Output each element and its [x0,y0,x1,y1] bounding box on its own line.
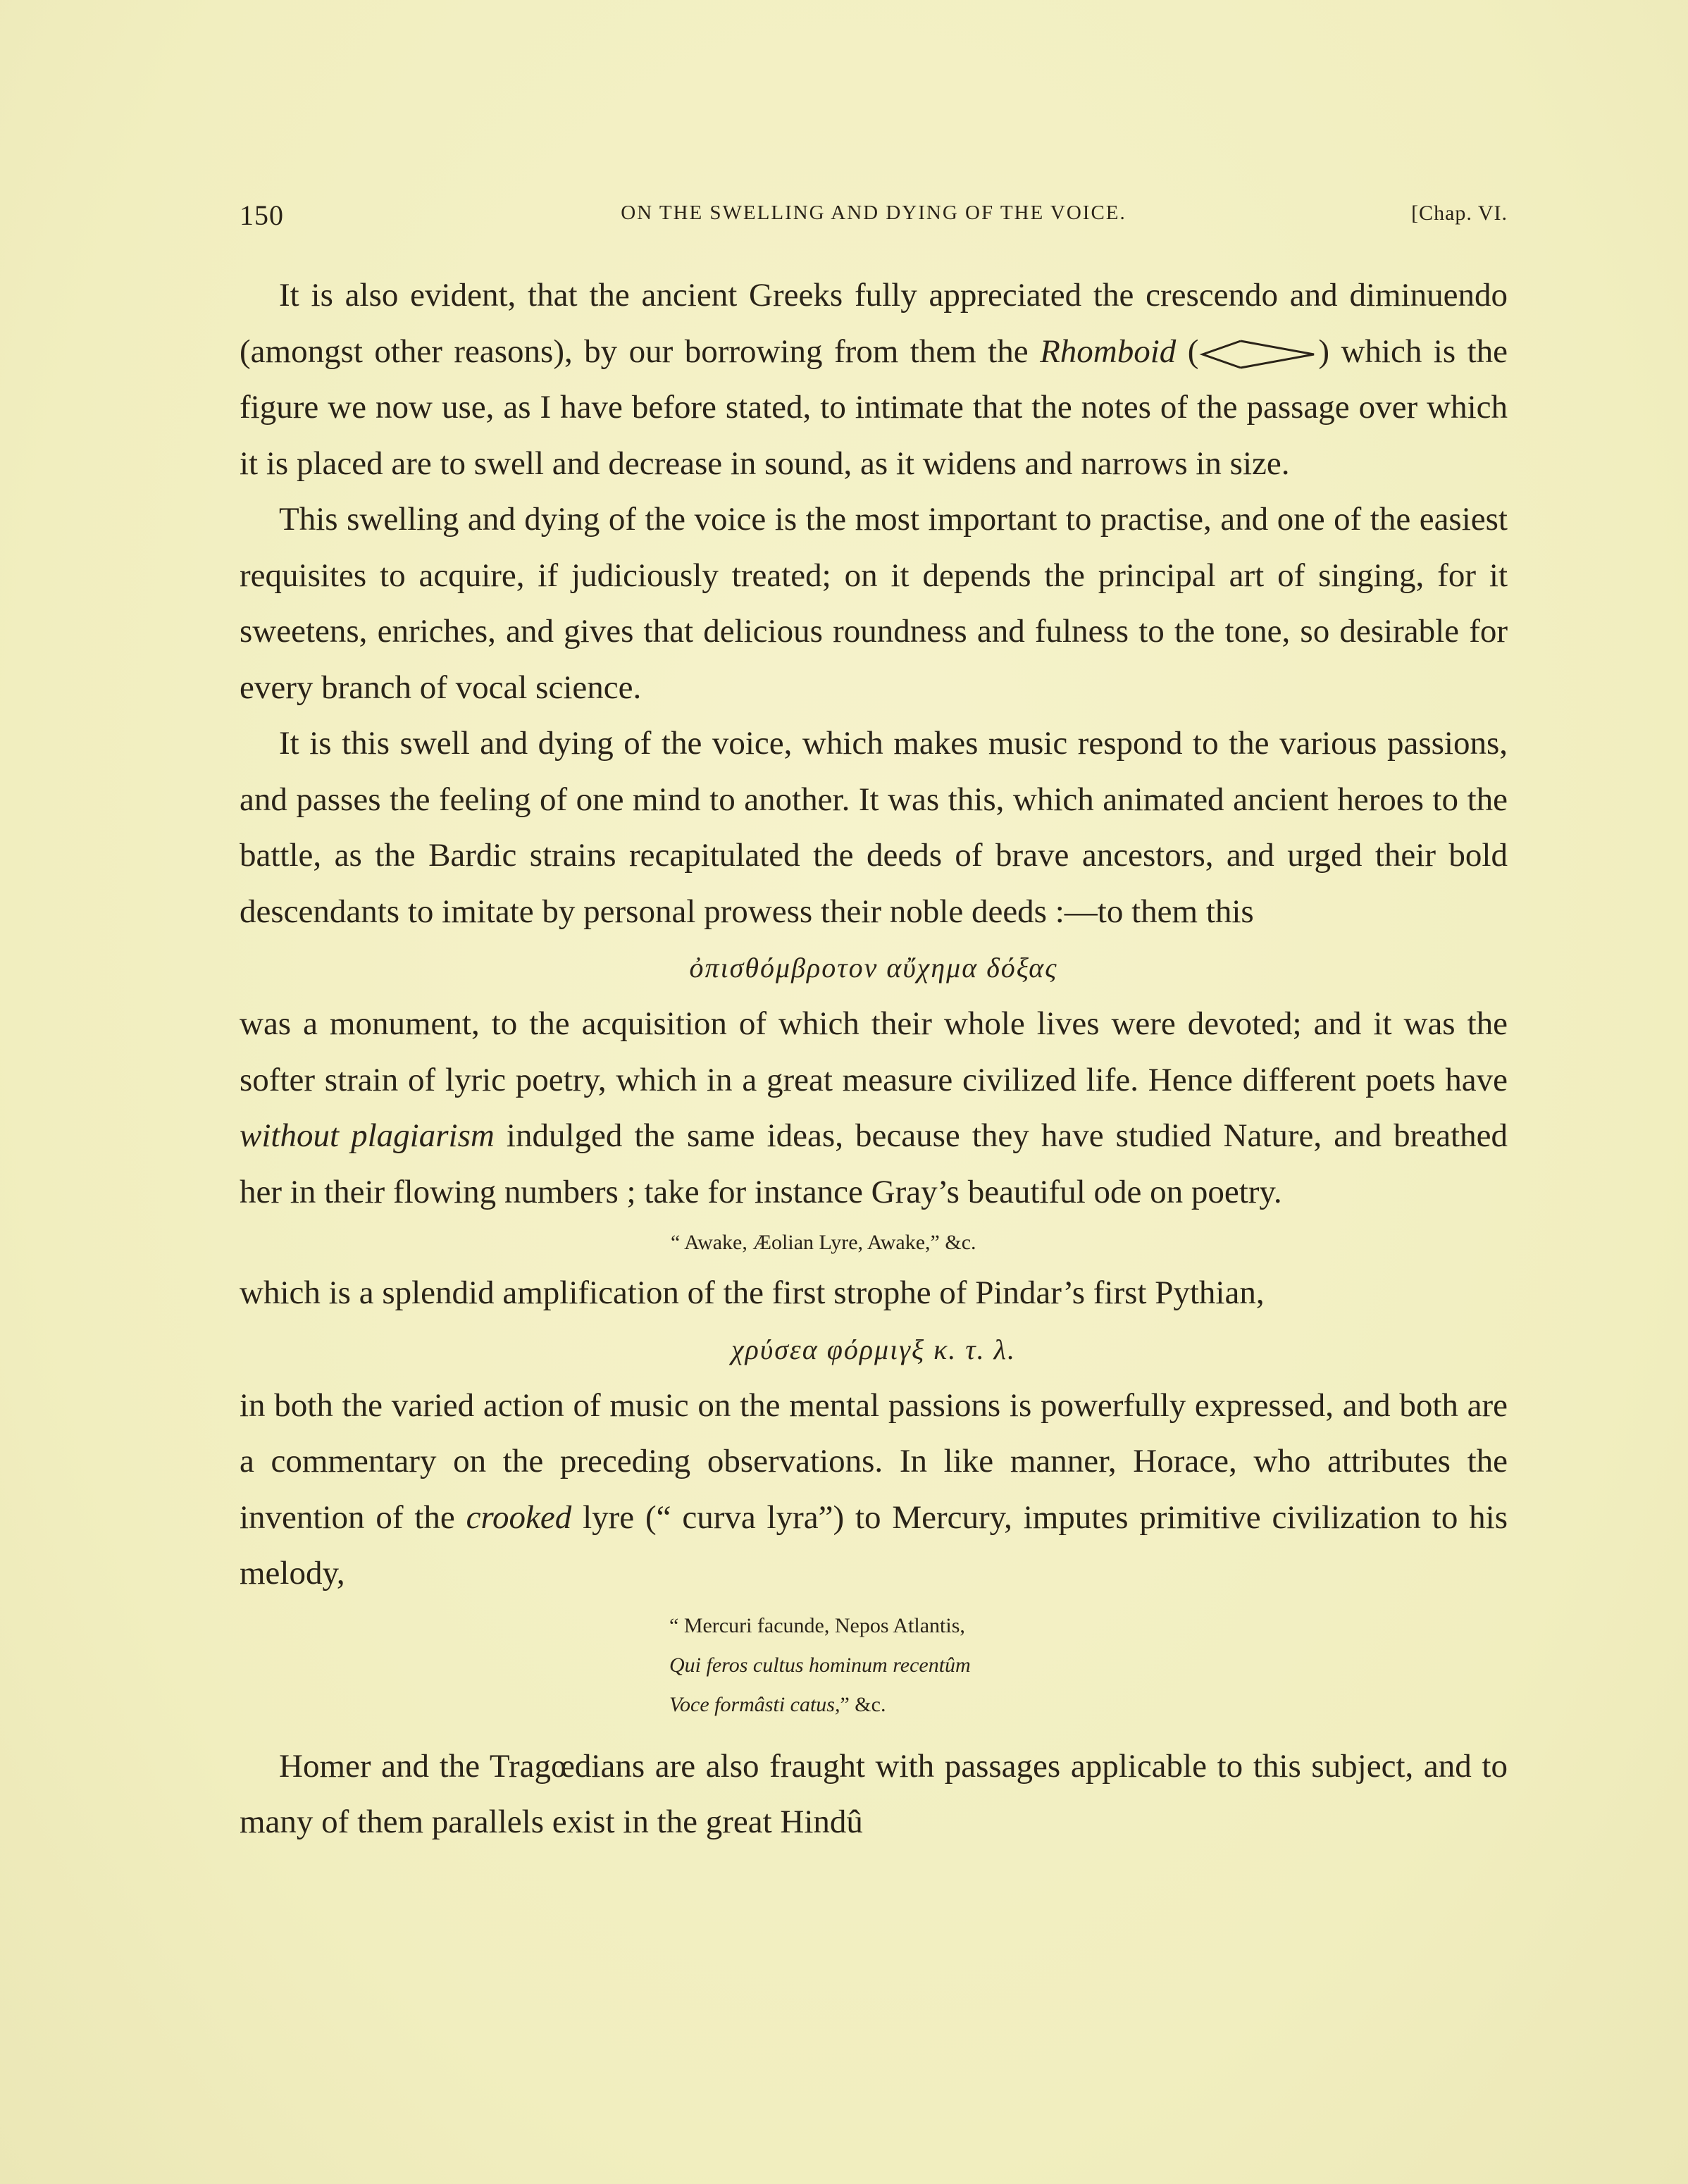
rhomboid-word: Rhomboid [1040,333,1177,370]
horace-line-3-italic: Voce formâsti catus, [669,1692,840,1716]
paragraph-6-text-a: in both the varied action of music on the mental passions is powerfully expressed, and both are a commentary on the preceding observations. In like manner, Horace, who attributes the invention of the [240,1386,1508,1536]
paragraph-1-text-a: It is also evident, that the ancient Greeks fully appreciated the crescendo and diminuendo (amongst other reasons), by our borrowing from them the [240,277,1508,370]
paragraph-4-text-b: indulged the same ideas, because they have studied Nature, and breathed her in their flowing numbers ; take for instance Gray’s beautiful ode on poetry. [240,1117,1508,1210]
horace-line-1: “ Mercuri facunde, Nepos Atlantis, [669,1613,965,1637]
horace-line-3-rest: ” &c. [840,1692,886,1716]
paragraph-6 [240,1378,1508,1602]
paragraph-3: It is this swell and dying of the voice, which makes music respond to the various passions, and passes the feeling of one mind to another. It was this, which animated ancient heroes to the battle, as the Bardic strains recapitulated the deeds of brave ancestors, and urged their bold descendants to imitate by personal prowess their noble deeds :—to them this [240,725,1508,930]
running-header [240,199,1508,241]
paragraph-1 [240,268,1508,492]
paragraph-1-text-b: which is the figure we now use, as I have before stated, to intimate that the notes of the passage over which it is placed are to swell and decrease in sound, as it widens and narrows in size. [240,333,1508,482]
paragraph-7: Homer and the Tragœdians are also fraught with passages applicable to this subject, and to many of them parallels exist in the great Hindû [240,1747,1508,1840]
close-paren: ) [1318,333,1330,370]
chapter-label: [Chap. VI. [1411,201,1508,225]
paragraph-2: This swelling and dying of the voice is the most important to practise, and one of the easiest requisites to acquire, if judiciously treated; on it depends the principal art of singing, for it sweetens, enriches, and gives that delicious roundness and fulness to the tone, so desirable for every branch of vocal science. [240,501,1508,706]
greek-quote-1: ὀπισθόμβροτον αὔχημα δόξας [689,952,1058,984]
rhomboid-sign-icon [1198,337,1318,372]
paragraph-5: which is a splendid amplification of the first strophe of Pindar’s first Pythian, [240,1274,1265,1311]
gray-quote: “ Awake, Æolian Lyre, Awake,” &c. [671,1231,976,1254]
horace-line-2: Qui feros cultus hominum recentûm [669,1653,971,1677]
paragraph-4 [240,996,1508,1220]
running-title: ON THE SWELLING AND DYING OF THE VOICE. [621,201,1127,224]
greek-quote-2: χρύσεα φόρμιγξ κ. τ. λ. [731,1333,1016,1365]
paragraph-6-italic: crooked [466,1499,572,1536]
page-number: 150 [240,199,284,231]
horace-line-3 [669,1685,1508,1725]
paragraph-6-text-b: lyre (“ curva lyra”) to Mercury, imputes primitive civilization to his melody, [240,1499,1508,1592]
page-body [240,268,1508,1851]
open-paren: ( [1176,333,1199,370]
paragraph-4-italic: without plagiarism [240,1117,495,1154]
horace-quote [240,1606,1508,1725]
paragraph-4-text-a: was a monument, to the acquisition of which their whole lives were devoted; and it was the softer strain of lyric poetry, which in a great measure civilized life. Hence different poets have [240,1005,1508,1098]
